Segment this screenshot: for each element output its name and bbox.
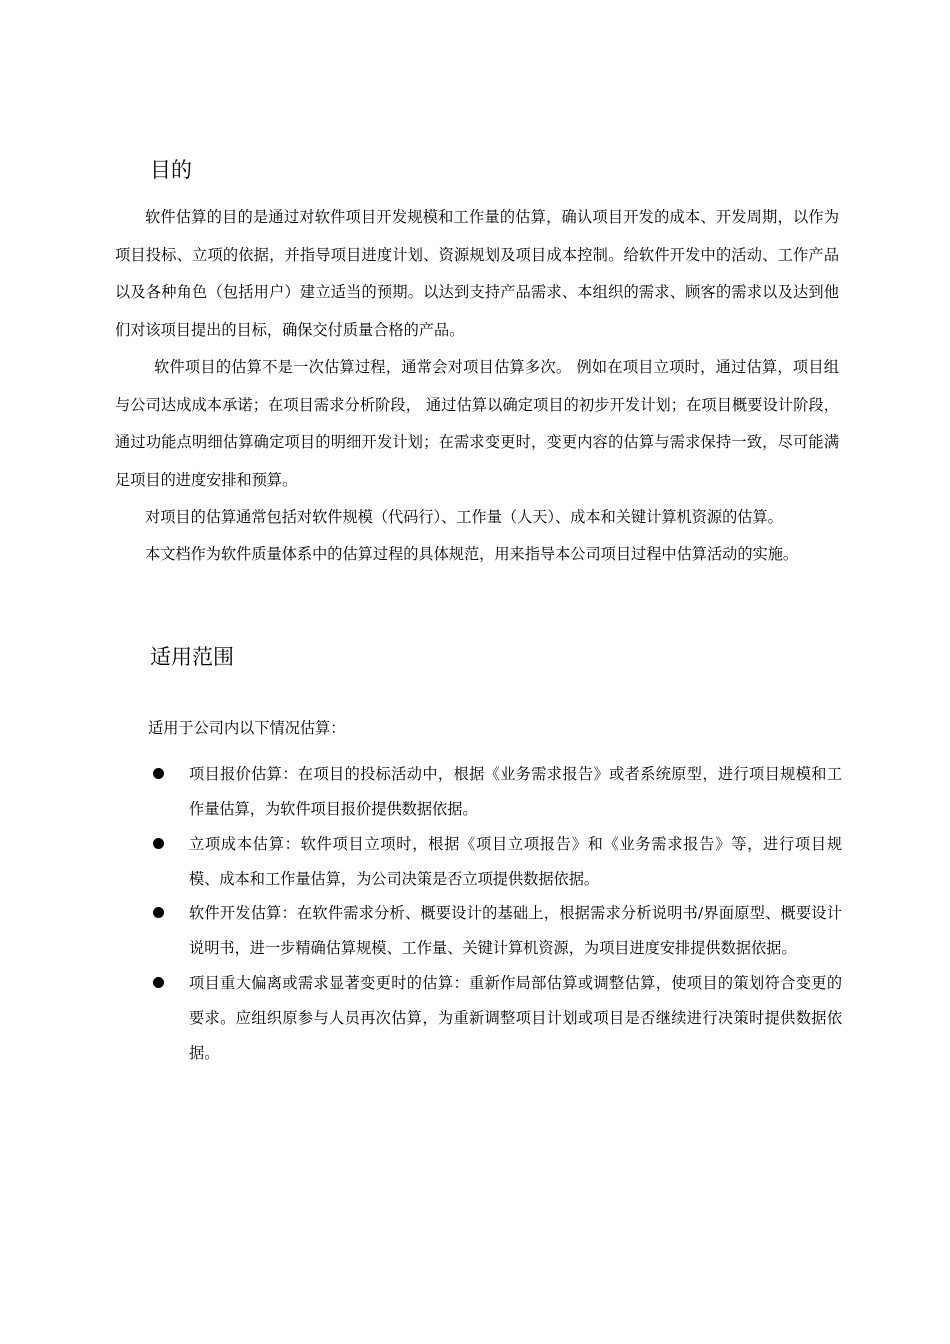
- scope-bullet-list: [150, 757, 842, 1070]
- bullet-icon: [153, 907, 164, 918]
- list-item: [150, 757, 842, 827]
- list-item-text: 立项成本估算：软件项目立项时，根据《项目立项报告》和《业务需求报告》等，进行项目规模、成本和工作量估算，为公司决策是否立项提供数据依据。: [189, 834, 842, 888]
- bullet-icon: [153, 977, 164, 988]
- purpose-paragraph-1: 软件估算的目的是通过对软件项目开发规模和工作量的估算，确认项目开发的成本、开发周期，以作为项目投标、立项的依据，并指导项目进度计划、资源规划及项目成本控制。给软件开发中的活动、工作产品以及各种角色（包括用户）建立适当的预期。以达到支持产品需求、本组织的需求、顾客的需求以及达到他们对该项目提出的目标，确保交付质量合格的产品。: [115, 208, 839, 339]
- list-item-text: 项目报价估算：在项目的投标活动中，根据《业务需求报告》或者系统原型，进行项目规模和工作量估算，为软件项目报价提供数据依据。: [189, 765, 842, 818]
- list-item-text: 软件开发估算：在软件需求分析、概要设计的基础上，根据需求分析说明书/界面原型、概要设计说明书，进一步精确估算规模、工作量、关键计算机资源，为项目进度安排提供数据依据。: [189, 904, 842, 957]
- list-item: [150, 827, 842, 897]
- bullet-icon: [153, 838, 164, 849]
- list-item: [150, 896, 842, 966]
- bullet-icon: [153, 768, 164, 779]
- purpose-paragraph-2: 软件项目的估算不是一次估算过程，通常会对项目估算多次。 例如在项目立项时，通过估算，项目组与公司达成成本承诺；在项目需求分析阶段， 通过估算以确定项目的初步开发计划；在项目概要设计阶段，通过功能点明细估算确定项目的明细开发计划；在需求变更时，变更内容的估算与需求保持一致，尽可能满足项目的进度安排和预算。: [115, 358, 839, 489]
- section-heading-scope: 适用范围: [150, 645, 234, 669]
- purpose-paragraph-3: 对项目的估算通常包括对软件规模（代码行）、工作量（人天）、成本和关键计算机资源的估算。: [145, 508, 783, 526]
- list-item: [150, 966, 842, 1071]
- list-item-text: 项目重大偏离或需求显著变更时的估算：重新作局部估算或调整估算，使项目的策划符合变更的要求。应组织原参与人员再次估算，为重新调整项目计划或项目是否继续进行决策时提供数据依据。: [189, 973, 842, 1062]
- purpose-paragraph-4: 本文档作为软件质量体系中的估算过程的具体规范，用来指导本公司项目过程中估算活动的实施。: [145, 545, 799, 563]
- scope-intro: 适用于公司内以下情况估算：: [148, 719, 346, 737]
- section-heading-purpose: 目的: [150, 158, 192, 182]
